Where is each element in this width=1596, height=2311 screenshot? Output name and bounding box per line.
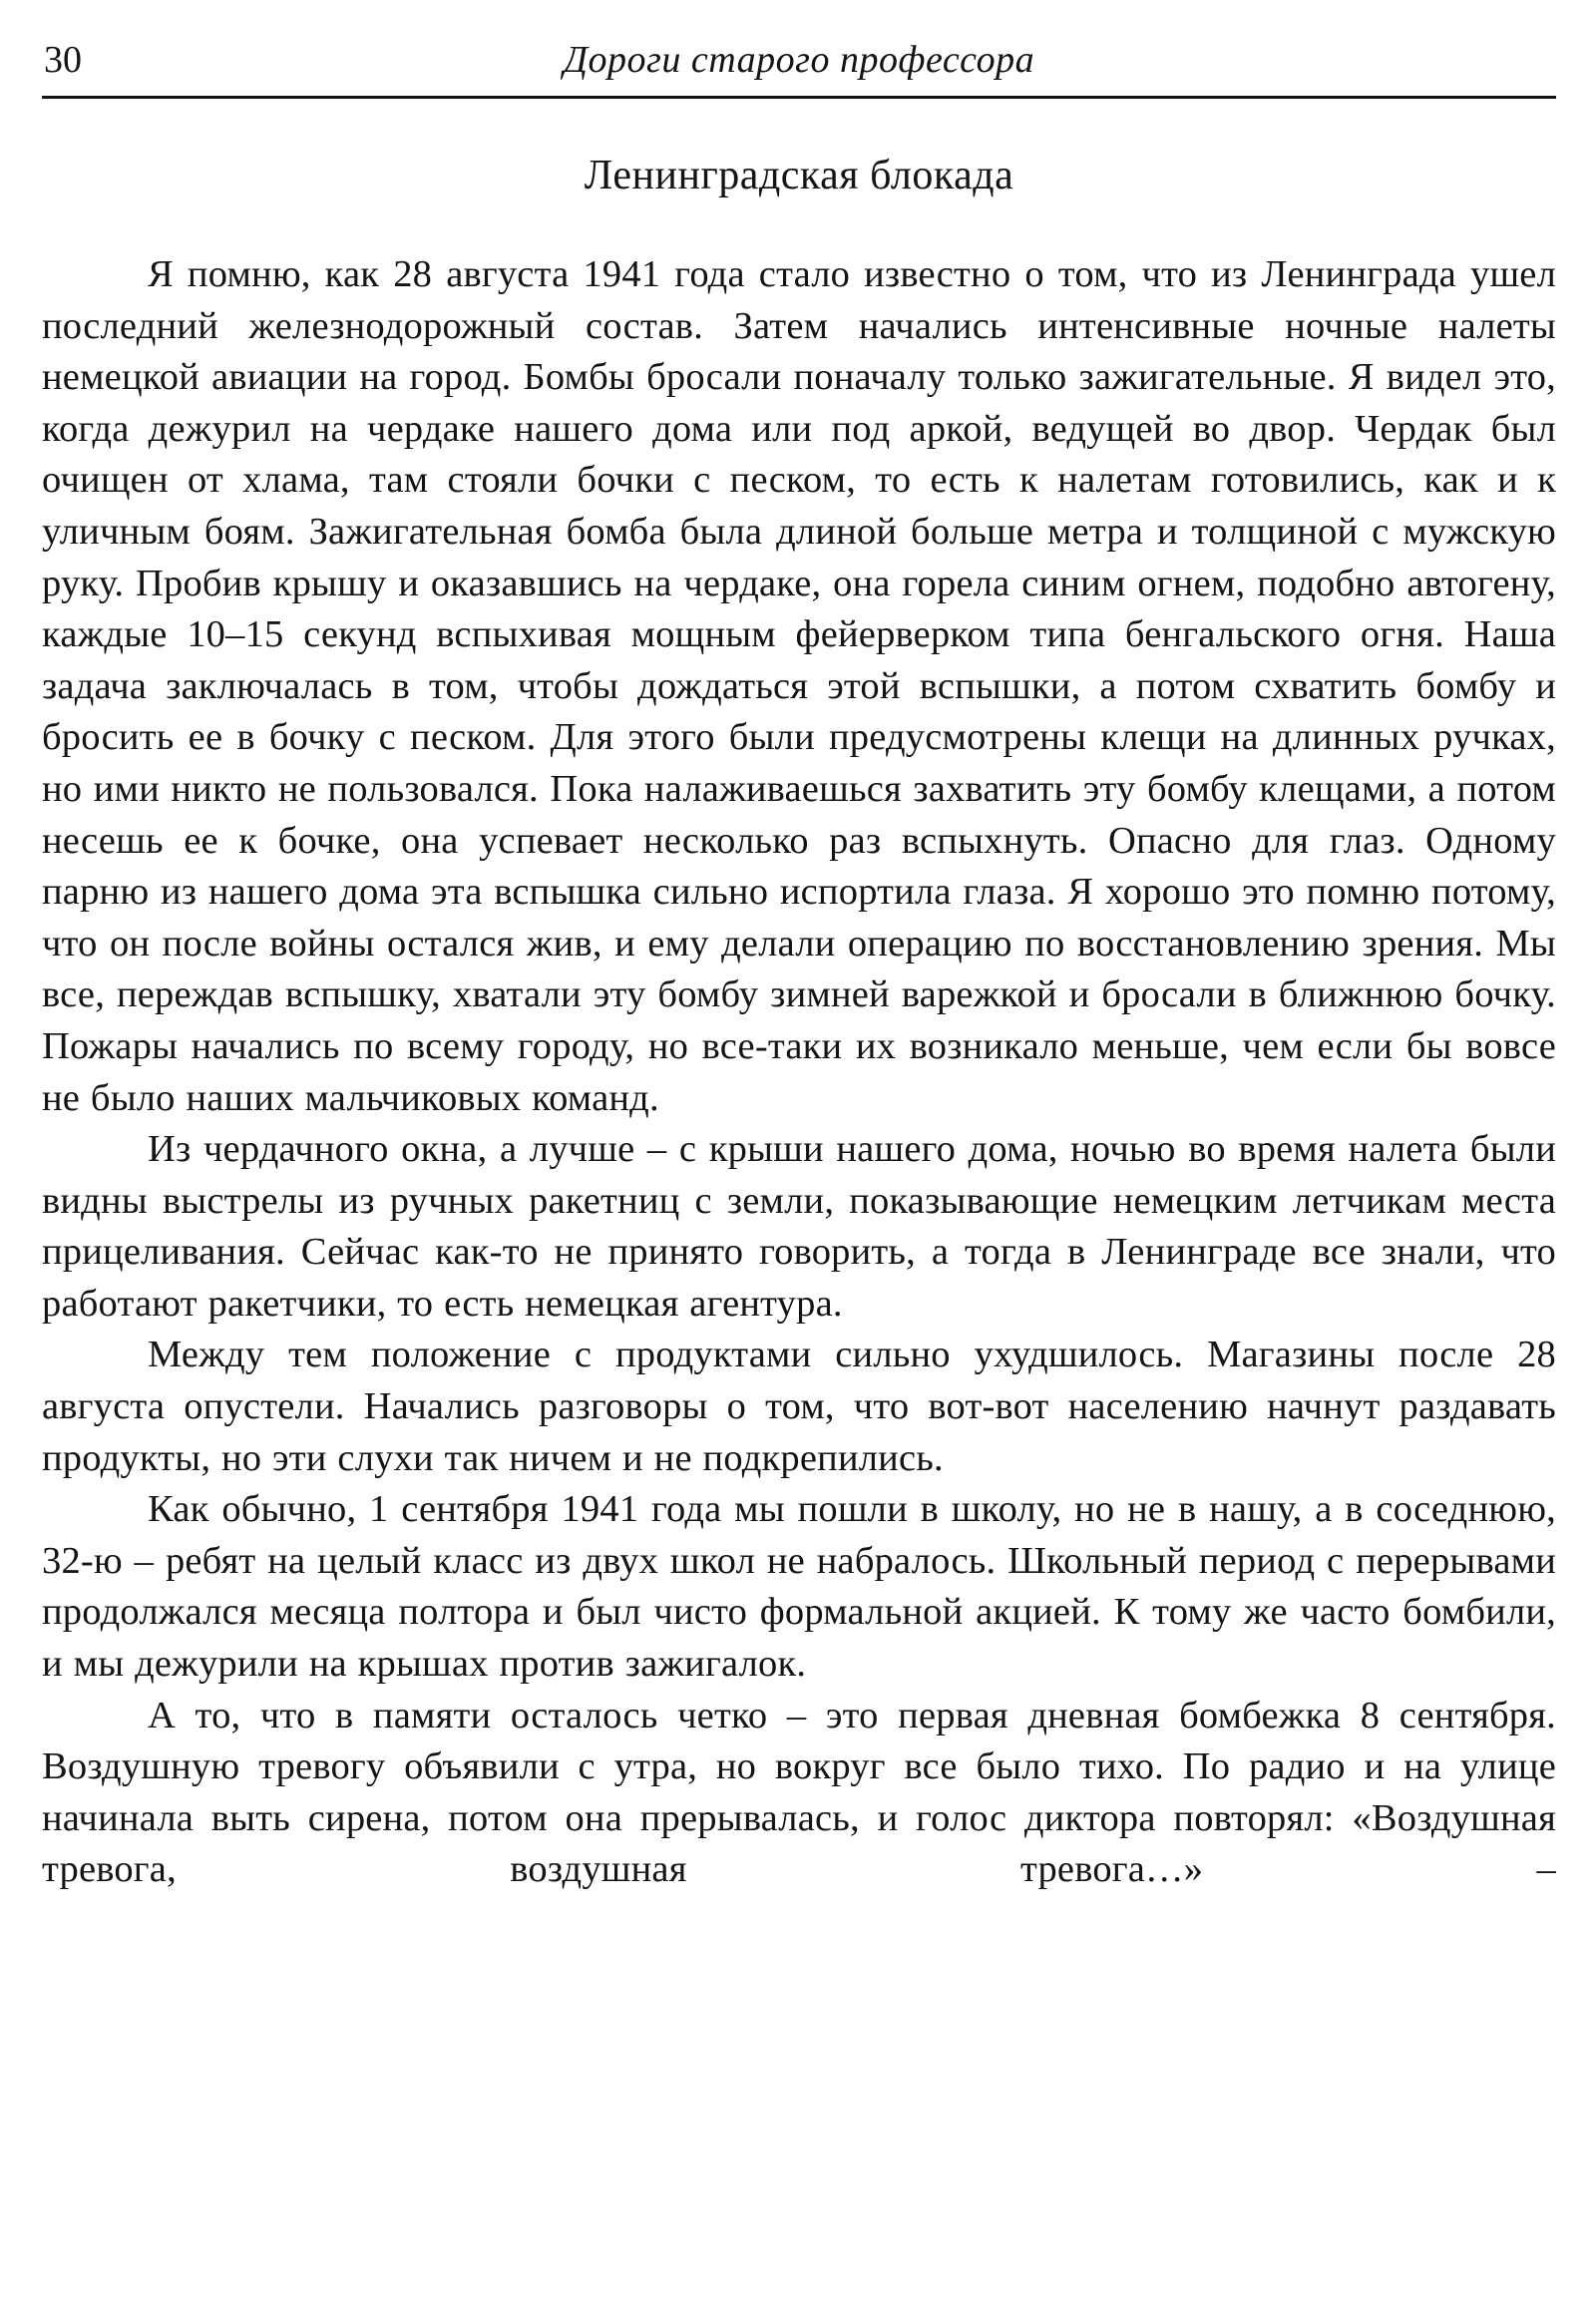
- running-header: [42, 36, 1556, 99]
- chapter-title: Ленинградская блокада: [584, 153, 1014, 198]
- paragraph: Как обычно, 1 сентября 1941 года мы пошли в школу, но не в нашу, а в соседнюю, 32-ю – ребят на целый класс из двух школ не набралось. Школьный период с перерывами продолжался месяца полтора и был чисто формальной акцией. К тому же часто бомбили, и мы дежурили на крышах против зажигалок.: [42, 1488, 1556, 1686]
- body-text: [42, 249, 1556, 1896]
- book-page: [42, 0, 1556, 2311]
- running-title: Дороги старого профессора: [563, 39, 1035, 81]
- page-number: 30: [44, 39, 82, 81]
- paragraph: Из чердачного окна, а лучше – с крыши нашего дома, ночью во время налета были видны выстрелы из ручных ракетниц с земли, показывающие немецким летчикам места прицеливания. Сейчас как-то не принято говорить, а тогда в Ленинграде все знали, что работают ракетчики, то есть немецкая агентура.: [42, 1128, 1556, 1325]
- paragraph: Я помню, как 28 августа 1941 года стало известно о том, что из Ленинграда ушел последний железнодорожный состав. Затем начались интенсивные ночные налеты немецкой авиации на город. Бомбы бросали поначалу только зажигательные. Я видел это, когда дежурил на чердаке нашего дома или под аркой, ведущей во двор. Чердак был очищен от хлама, там стояли бочки с песком, то есть к налетам готовились, как и к уличным боям. Зажигательная бомба была длиной больше метра и толщиной с мужскую руку. Пробив крышу и оказавшись на чердаке, она горела синим огнем, подобно автогену, каждые 10–15 секунд вспыхивая мощным фейерверком типа бенгальского огня. Наша задача заключалась в том, чтобы дождаться этой вспышки, а потом схватить бомбу и бросить ее в бочку с песком. Для этого были предусмотрены клещи на длинных ручках, но ими никто не пользовался. Пока налаживаешься захватить эту бомбу клещами, а потом несешь ее к бочке, она успевает несколько раз вспыхнуть. Опасно для глаз. Одному парню из нашего дома эта вспышка сильно испортила глаза. Я хорошо это помню потому, что он после войны остался жив, и ему делали операцию по восстановлению зрения. Мы все, переждав вспышку, хватали эту бомбу зимней варежкой и бросали в ближнюю бочку. Пожары начались по всему городу, но все-таки их возникало меньше, чем если бы вовсе не было наших мальчиковых команд.: [42, 253, 1556, 1119]
- paragraph: А то, что в памяти осталось четко – это первая дневная бомбежка 8 сентября. Воздушную тревогу объявили с утра, но вокруг все было тихо. По радио и на улице начинала выть сирена, потом она прерывалась, и голос диктора повторял: «Воздушная тревога, воздушная тревога…» –: [42, 1694, 1556, 1891]
- paragraph: Между тем положение с продуктами сильно ухудшилось. Магазины после 28 августа опустели. Начались разговоры о том, что вот-вот населению начнут раздавать продукты, но эти слухи так ничем и не подкрепились.: [42, 1334, 1556, 1479]
